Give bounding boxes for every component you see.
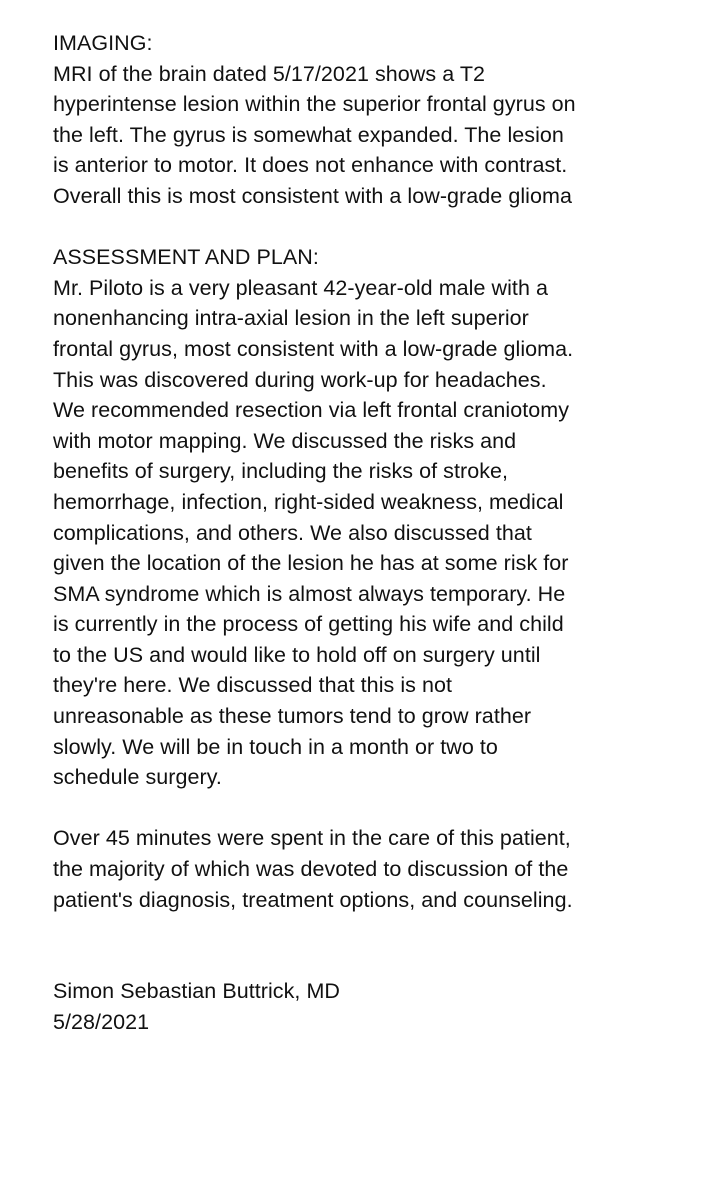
paragraph-spacer [53,212,713,243]
imaging-section [53,28,713,212]
imaging-line: hyperintense lesion within the superior frontal gyrus on [53,92,576,117]
assessment-line: complications, and others. We also discussed that [53,520,532,545]
time-statement-line: patient's diagnosis, treatment options, and counseling. [53,887,573,912]
imaging-line: the left. The gyrus is somewhat expanded. The lesion [53,122,564,147]
assessment-line: frontal gyrus, most consistent with a low-grade glioma. [53,336,574,361]
assessment-line: unreasonable as these tumors tend to grow rather [53,704,532,729]
signature-spacer [53,915,713,976]
assessment-line: hemorrhage, infection, right-sided weakness, medical [53,489,564,514]
assessment-line: schedule surgery. [53,765,222,790]
signature-block [53,976,713,1037]
assessment-line: nonenhancing intra-axial lesion in the left superior [53,306,529,331]
assessment-line: is currently in the process of getting his wife and child [53,612,564,637]
assessment-line: Mr. Piloto is a very pleasant 42-year-old male with a [53,275,548,300]
assessment-section [53,242,713,793]
assessment-line: We recommended resection via left frontal craniotomy [53,398,570,423]
imaging-line: is anterior to motor. It does not enhance with contrast. [53,153,568,178]
time-statement-line: Over 45 minutes were spent in the care of this patient, [53,826,571,851]
assessment-line: slowly. We will be in touch in a month or two to [53,734,498,759]
time-statement-line: the majority of which was devoted to discussion of the [53,857,569,882]
imaging-heading: IMAGING: [53,31,153,55]
assessment-heading: ASSESSMENT AND PLAN: [53,245,319,270]
assessment-line: they're here. We discussed that this is not [53,673,453,698]
assessment-line: SMA syndrome which is almost always temporary. He [53,581,566,606]
assessment-line: This was discovered during work-up for headaches. [53,367,547,392]
signature-name: Simon Sebastian Buttrick, MD [53,979,340,1004]
imaging-line: Overall this is most consistent with a low-grade glioma [53,183,572,208]
signature-date: 5/28/2021 [53,1009,150,1034]
imaging-line: MRI of the brain dated 5/17/2021 shows a T2 [53,61,486,86]
assessment-line: benefits of surgery, including the risks of stroke, [53,459,509,484]
assessment-line: to the US and would like to hold off on surgery until [53,642,541,667]
assessment-line: with motor mapping. We discussed the risks and [53,428,517,453]
paragraph-spacer [53,793,713,824]
clinical-note [53,28,713,1037]
time-statement-section [53,823,713,915]
assessment-line: given the location of the lesion he has at some risk for [53,551,569,576]
